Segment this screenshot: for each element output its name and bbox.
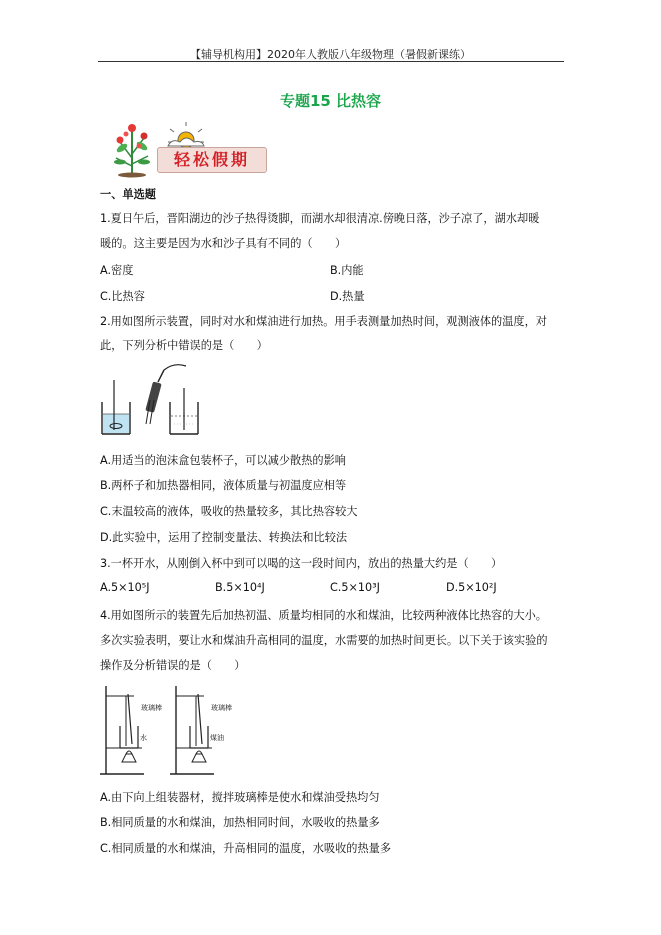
page-header: 【辅导机构用】2020年人教版八年级物理（暑假新课练） — [190, 48, 471, 61]
q3-stem: 3.一杯开水，从刚倒入杯中到可以喝的这一段时间内，放出的热量大约是（ ） — [100, 557, 503, 570]
q4-option-a: A.由下向上组装器材，搅拌玻璃棒是使水和煤油受热均匀 — [100, 791, 380, 804]
sun-cloud-icon — [168, 122, 204, 148]
q4-heating-apparatus-figure — [98, 682, 238, 780]
q2-option-c: C.末温较高的液体，吸收的热量较多，其比热容较大 — [100, 505, 358, 518]
q4-label-water: 水 — [140, 734, 147, 742]
q1-option-c: C.比热容 — [100, 290, 145, 303]
q1-option-d: D.热量 — [330, 290, 365, 303]
q4-stem-line1: 4.用如图所示的装置先后加热初温、质量均相同的水和煤油，比较两种液体比热容的大小。 — [100, 609, 547, 622]
q4-stem-line3: 操作及分析错误的是（ ） — [100, 659, 246, 672]
q1-option-a: A.密度 — [100, 264, 134, 277]
q3-option-d: D.5×10²J — [446, 581, 497, 594]
q2-option-d: D.此实验中，运用了控制变量法、转换法和比较法 — [100, 531, 348, 544]
q4-label-kerosene: 煤油 — [210, 734, 224, 742]
q1-option-b: B.内能 — [330, 264, 364, 277]
flower-plant-icon — [114, 124, 150, 178]
header-rule — [98, 61, 564, 62]
q4-label-rod-left: 玻璃棒 — [141, 704, 162, 712]
q2-stem-line2: 此，下列分析中错误的是（ ） — [100, 339, 268, 352]
q4-option-c: C.相同质量的水和煤油，升高相同的温度，水吸收的热量多 — [100, 842, 392, 855]
q2-option-b: B.两杯子和加热器相同，液体质量与初温度应相等 — [100, 479, 347, 492]
holiday-banner-label: 轻松假期 — [157, 147, 267, 173]
q4-option-b: B.相同质量的水和煤油，加热相同时间，水吸收的热量多 — [100, 816, 380, 829]
q3-option-c: C.5×10³J — [330, 581, 380, 594]
page-title: 专题15 比热容 — [279, 92, 382, 110]
q1-stem-line1: 1.夏日午后，晋阳湖边的沙子热得烫脚，而湖水却很清凉.傍晚日落，沙子凉了，湖水却暖 — [100, 212, 540, 225]
q2-heating-setup-figure — [96, 364, 206, 444]
section-heading: 一、单选题 — [100, 188, 156, 201]
q2-option-a: A.用适当的泡沫盒包装杯子，可以减少散热的影响 — [100, 454, 346, 467]
q2-stem-line1: 2.用如图所示装置，同时对水和煤油进行加热。用手表测量加热时间，观测液体的温度，对 — [100, 315, 547, 328]
q3-option-b: B.5×10⁴J — [215, 581, 265, 594]
q4-label-rod-right: 玻璃棒 — [211, 704, 232, 712]
q4-stem-line2: 多次实验表明，要让水和煤油升高相同的温度，水需要的加热时间更长。以下关于该实验的 — [100, 634, 548, 647]
q3-option-a: A.5×10⁵J — [100, 581, 150, 594]
q1-stem-line2: 暖的。这主要是因为水和沙子具有不同的（ ） — [100, 237, 347, 250]
